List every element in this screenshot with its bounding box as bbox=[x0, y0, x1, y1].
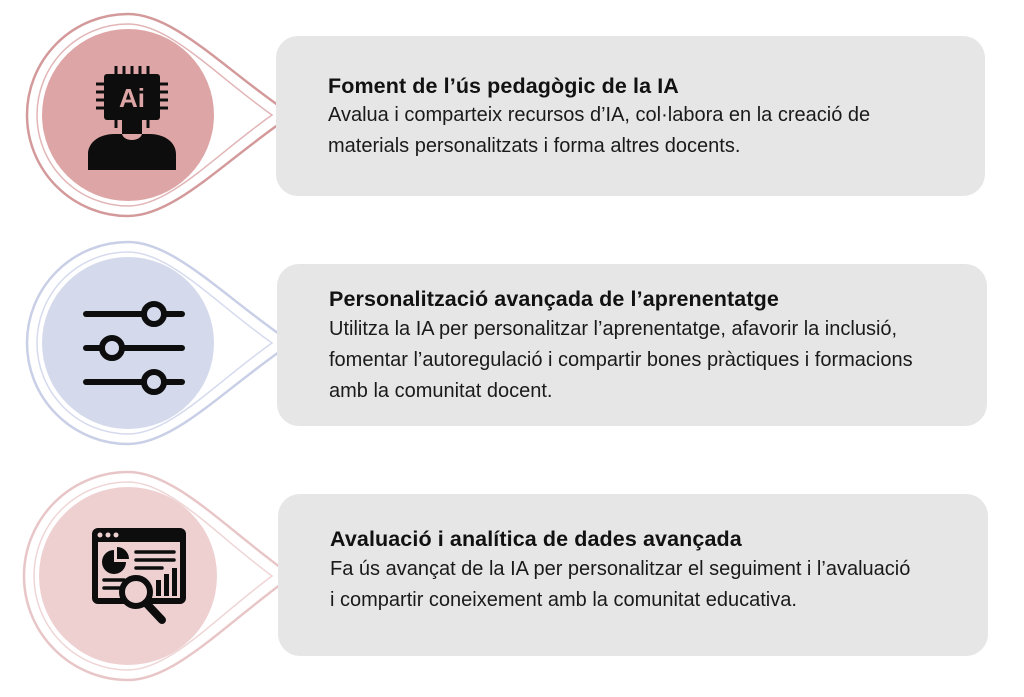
item-1-card bbox=[276, 36, 985, 196]
item-1-description: Avalua i comparteix recursos d’IA, col·labora en la creació de materials personalitzats i forma altres docents. bbox=[328, 104, 871, 157]
svg-text:Ai: Ai bbox=[119, 83, 145, 113]
sliders-icon bbox=[82, 300, 186, 396]
item-row-1 bbox=[0, 0, 1024, 230]
item-row-2 bbox=[0, 230, 1024, 460]
item-2-description: Utilitza la IA per personalitzar l’aprenentatge, afavorir la inclusió, fomentar l’autoregulació i compartir bones pràctiques i formacions amb la comunitat docent. bbox=[329, 318, 913, 402]
item-2-card bbox=[277, 264, 987, 426]
analytics-dashboard-icon bbox=[90, 526, 190, 630]
item-3-card bbox=[278, 494, 988, 656]
item-3-title: Avaluació i analítica de dades avançada bbox=[330, 527, 742, 551]
item-2-title: Personalització avançada de l’aprenentatge bbox=[329, 287, 779, 311]
ai-person-chip-icon bbox=[84, 62, 184, 170]
item-1-title: Foment de l’ús pedagògic de la IA bbox=[328, 74, 679, 98]
item-3-description: Fa ús avançat de la IA per personalitzar el seguiment i l’avaluació i compartir coneixement amb la comunitat educativa. bbox=[330, 558, 911, 611]
item-row-3 bbox=[0, 460, 1024, 697]
